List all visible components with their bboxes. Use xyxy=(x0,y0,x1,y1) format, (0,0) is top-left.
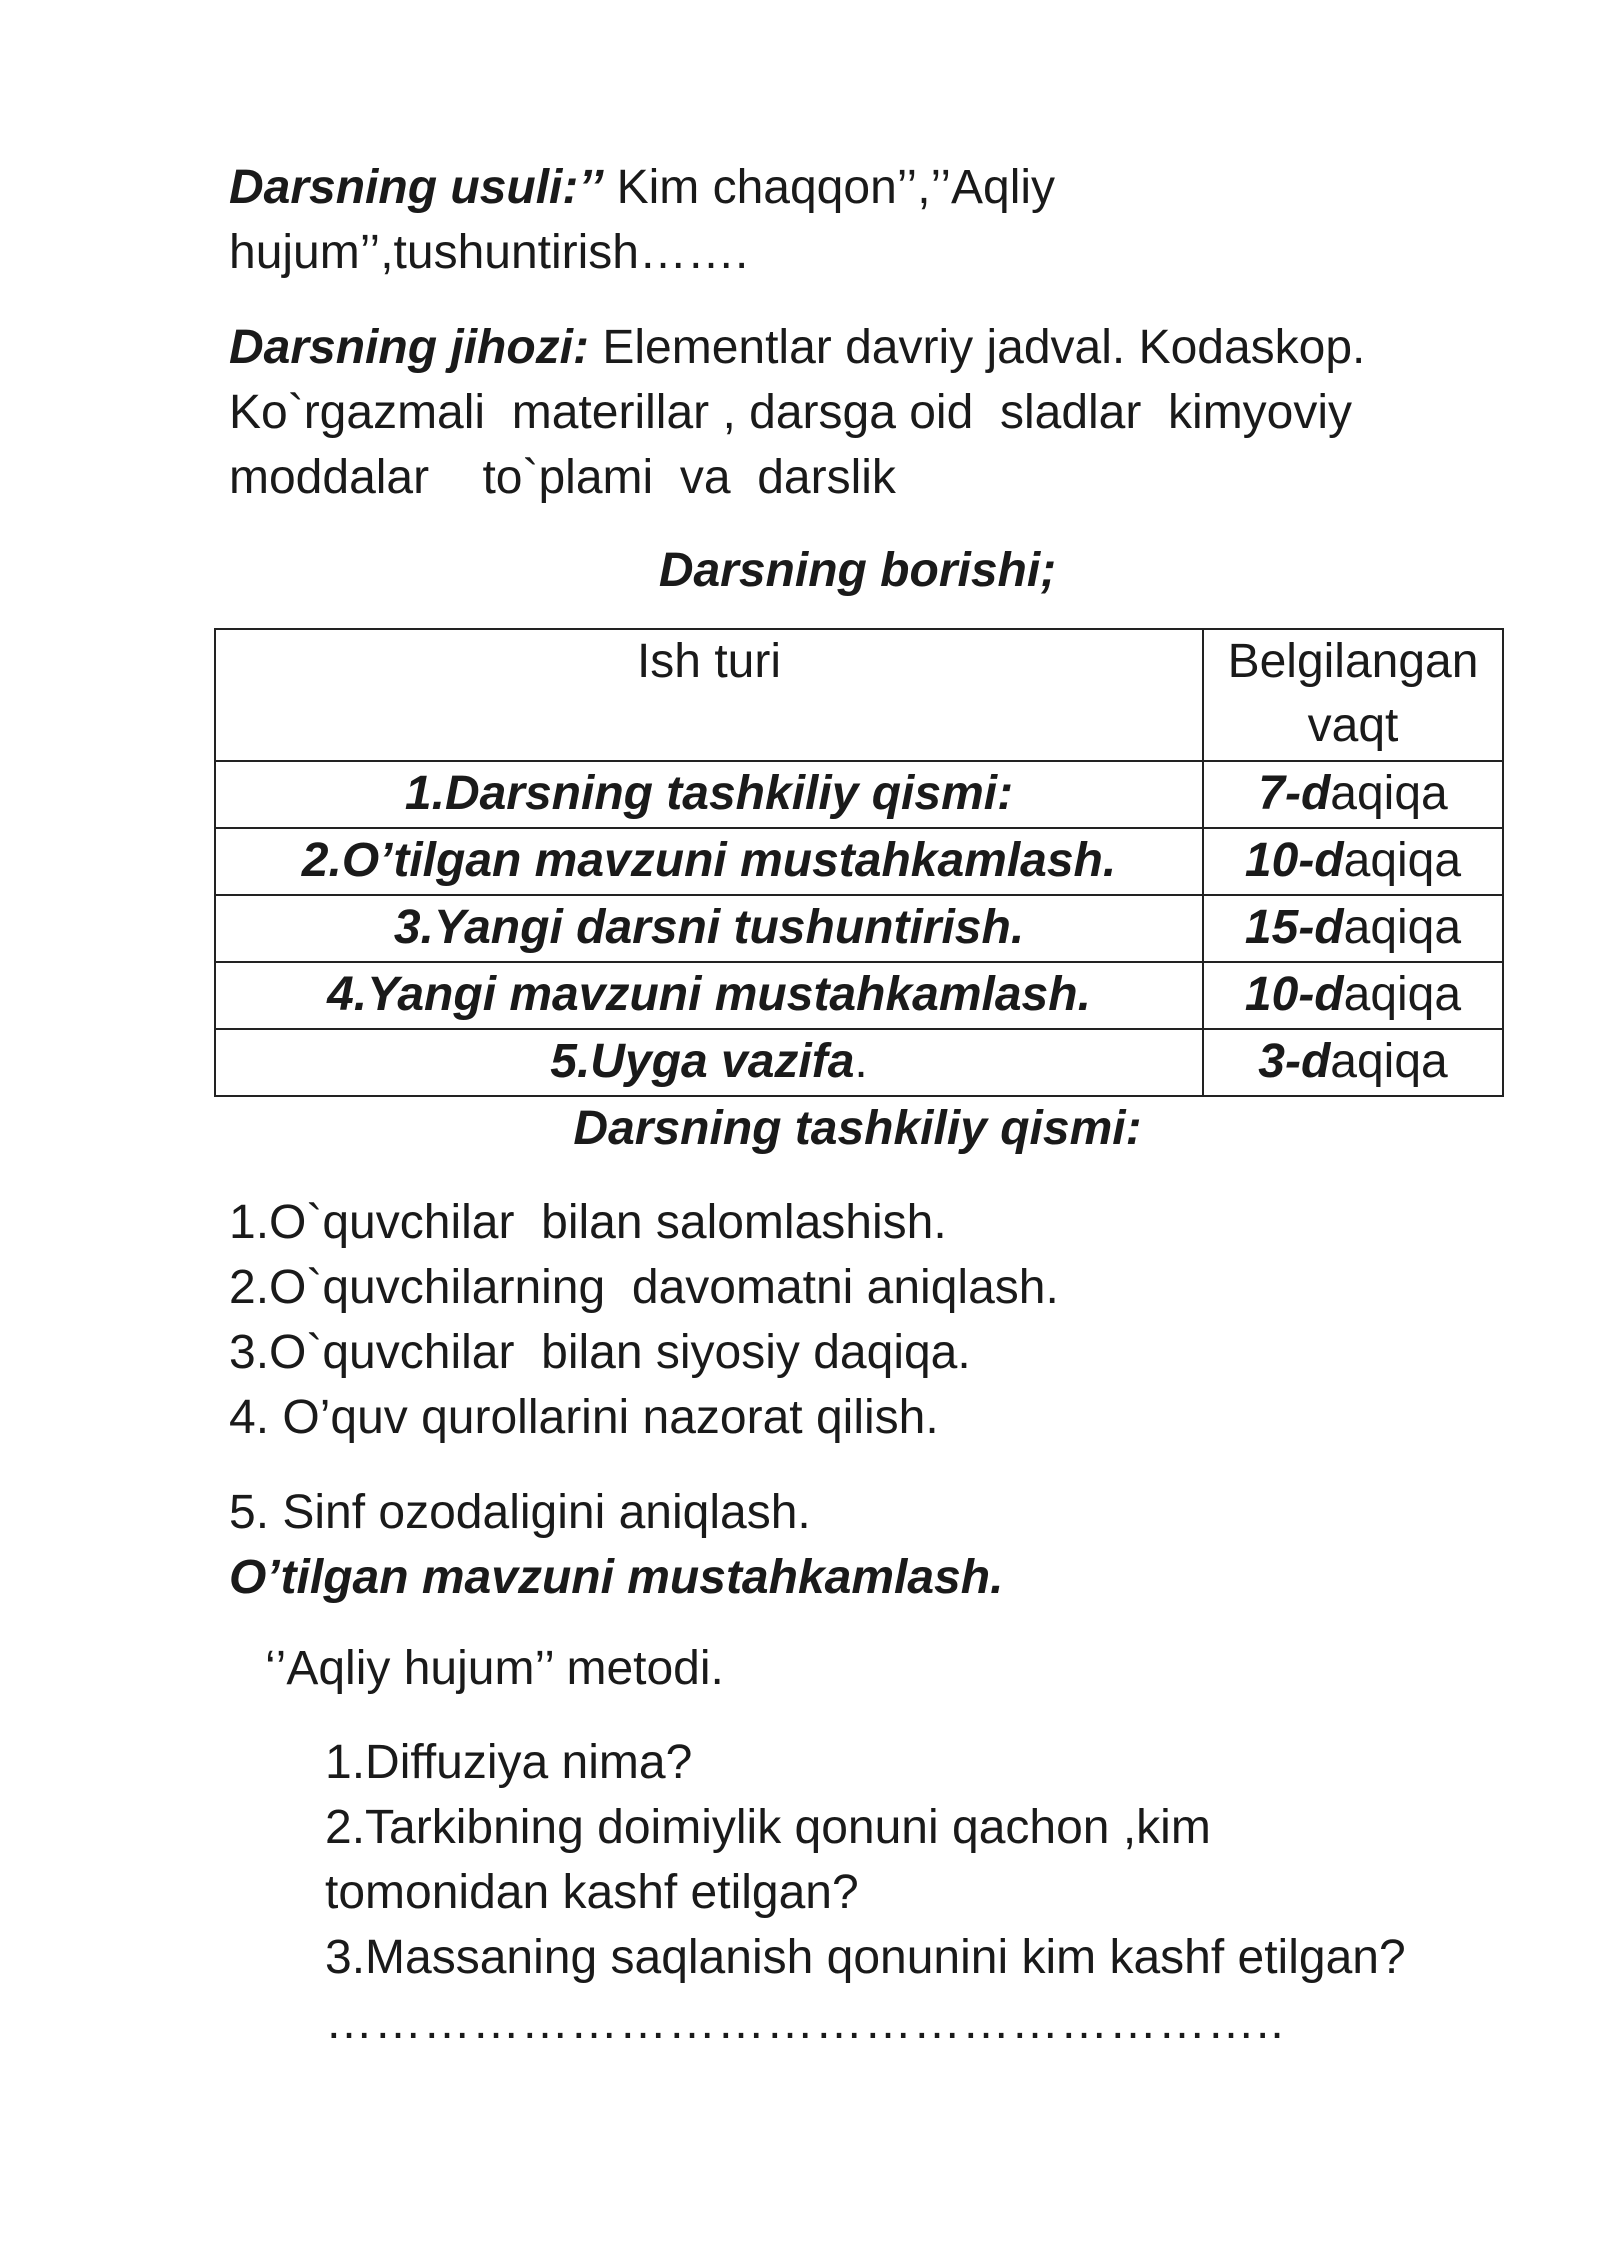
organizational-part-list xyxy=(229,1190,1529,1450)
time-cell xyxy=(1203,962,1503,1029)
lesson-equipment-line-1 xyxy=(229,315,1529,380)
lesson-method-line-1 xyxy=(229,155,1529,220)
time-number: 10-d xyxy=(1244,834,1344,887)
lesson-method-text: Kim chaqqon’’,’’Aqliy xyxy=(603,161,1056,214)
task-cell: 1.Darsning tashkiliy qismi: xyxy=(215,761,1203,828)
header-task-type: Ish turi xyxy=(215,629,1203,761)
time-cell xyxy=(1203,1029,1503,1096)
time-number: 3-d xyxy=(1258,1035,1331,1088)
time-number: 7-d xyxy=(1258,767,1331,820)
header-allotted-time-line-2: vaqt xyxy=(1307,699,1399,752)
table-header-row xyxy=(215,629,1503,761)
list-item: 4. O’quv qurollarini nazorat qilish. xyxy=(229,1391,939,1444)
table-row xyxy=(215,1029,1503,1096)
time-cell xyxy=(1203,895,1503,962)
question-2-line-1: 2.Tarkibning doimiylik qonuni qachon ,kim xyxy=(325,1801,1211,1854)
lesson-progress-heading: Darsning borishi; xyxy=(658,544,1057,597)
time-unit: aqiqa xyxy=(1343,968,1462,1021)
task-suffix: . xyxy=(854,1035,868,1088)
time-cell xyxy=(1203,828,1503,895)
question-1: 1.Diffuziya nima? xyxy=(325,1736,693,1789)
list-item: 3.O`quvchilar bilan siyosiy daqiqa. xyxy=(229,1326,971,1379)
table-row xyxy=(215,828,1503,895)
lesson-plan-table xyxy=(214,628,1504,1097)
list-item: 2.O`quvchilarning davomatni aniqlash. xyxy=(229,1261,1059,1314)
table-row xyxy=(215,895,1503,962)
lesson-equipment-label: Darsning jihozi: xyxy=(229,321,589,374)
organizational-part-heading: Darsning tashkiliy qismi: xyxy=(573,1102,1142,1155)
header-allotted-time-line-1: Belgilangan xyxy=(1227,635,1479,688)
list-item: 1.O`quvchilar bilan salomlashish. xyxy=(229,1196,947,1249)
review-section-heading: O’tilgan mavzuni mustahkamlash. xyxy=(229,1551,1004,1604)
lesson-equipment-paragraph xyxy=(229,315,1529,510)
task-cell xyxy=(215,1029,1203,1096)
table-row xyxy=(215,962,1503,1029)
task-text: 5.Uyga vazifa xyxy=(550,1035,855,1088)
time-unit: aqiqa xyxy=(1330,1035,1448,1088)
header-allotted-time xyxy=(1203,629,1503,761)
lesson-equipment-line-3: moddalar to`plami va darslik xyxy=(229,451,896,504)
time-cell xyxy=(1203,761,1503,828)
lesson-method-label: Darsning usuli:’’ xyxy=(229,161,604,214)
question-2-line-2: tomonidan kashf etilgan? xyxy=(325,1866,859,1919)
time-unit: aqiqa xyxy=(1330,767,1448,820)
time-number: 15-d xyxy=(1244,901,1344,954)
list-item: 5. Sinf ozodaligini aniqlash. xyxy=(229,1486,811,1539)
lesson-equipment-line-2: Ko`rgazmali materillar , darsga oid sladlar kimyoviy xyxy=(229,386,1353,439)
task-cell: 2.O’tilgan mavzuni mustahkamlash. xyxy=(215,828,1203,895)
task-cell: 4.Yangi mavzuni mustahkamlash. xyxy=(215,962,1203,1029)
question-3: 3.Massaning saqlanish qonunini kim kashf etilgan? xyxy=(325,1931,1406,1984)
time-unit: aqiqa xyxy=(1343,834,1462,887)
table-row xyxy=(215,761,1503,828)
time-number: 10-d xyxy=(1244,968,1344,1021)
questions-list xyxy=(325,1730,1545,2055)
lesson-equipment-text: Elementlar davriy jadval. Kodaskop. xyxy=(589,321,1366,374)
task-cell: 3.Yangi darsni tushuntirish. xyxy=(215,895,1203,962)
lesson-method-line-2: hujum’’,tushuntirish……. xyxy=(229,226,749,279)
continuation-dots: ………………………………………………….. xyxy=(325,1996,1285,2049)
lesson-method-paragraph xyxy=(229,155,1529,285)
brainstorm-method-label: ‘’Aqliy hujum’’ metodi. xyxy=(265,1642,724,1695)
time-unit: aqiqa xyxy=(1343,901,1462,954)
